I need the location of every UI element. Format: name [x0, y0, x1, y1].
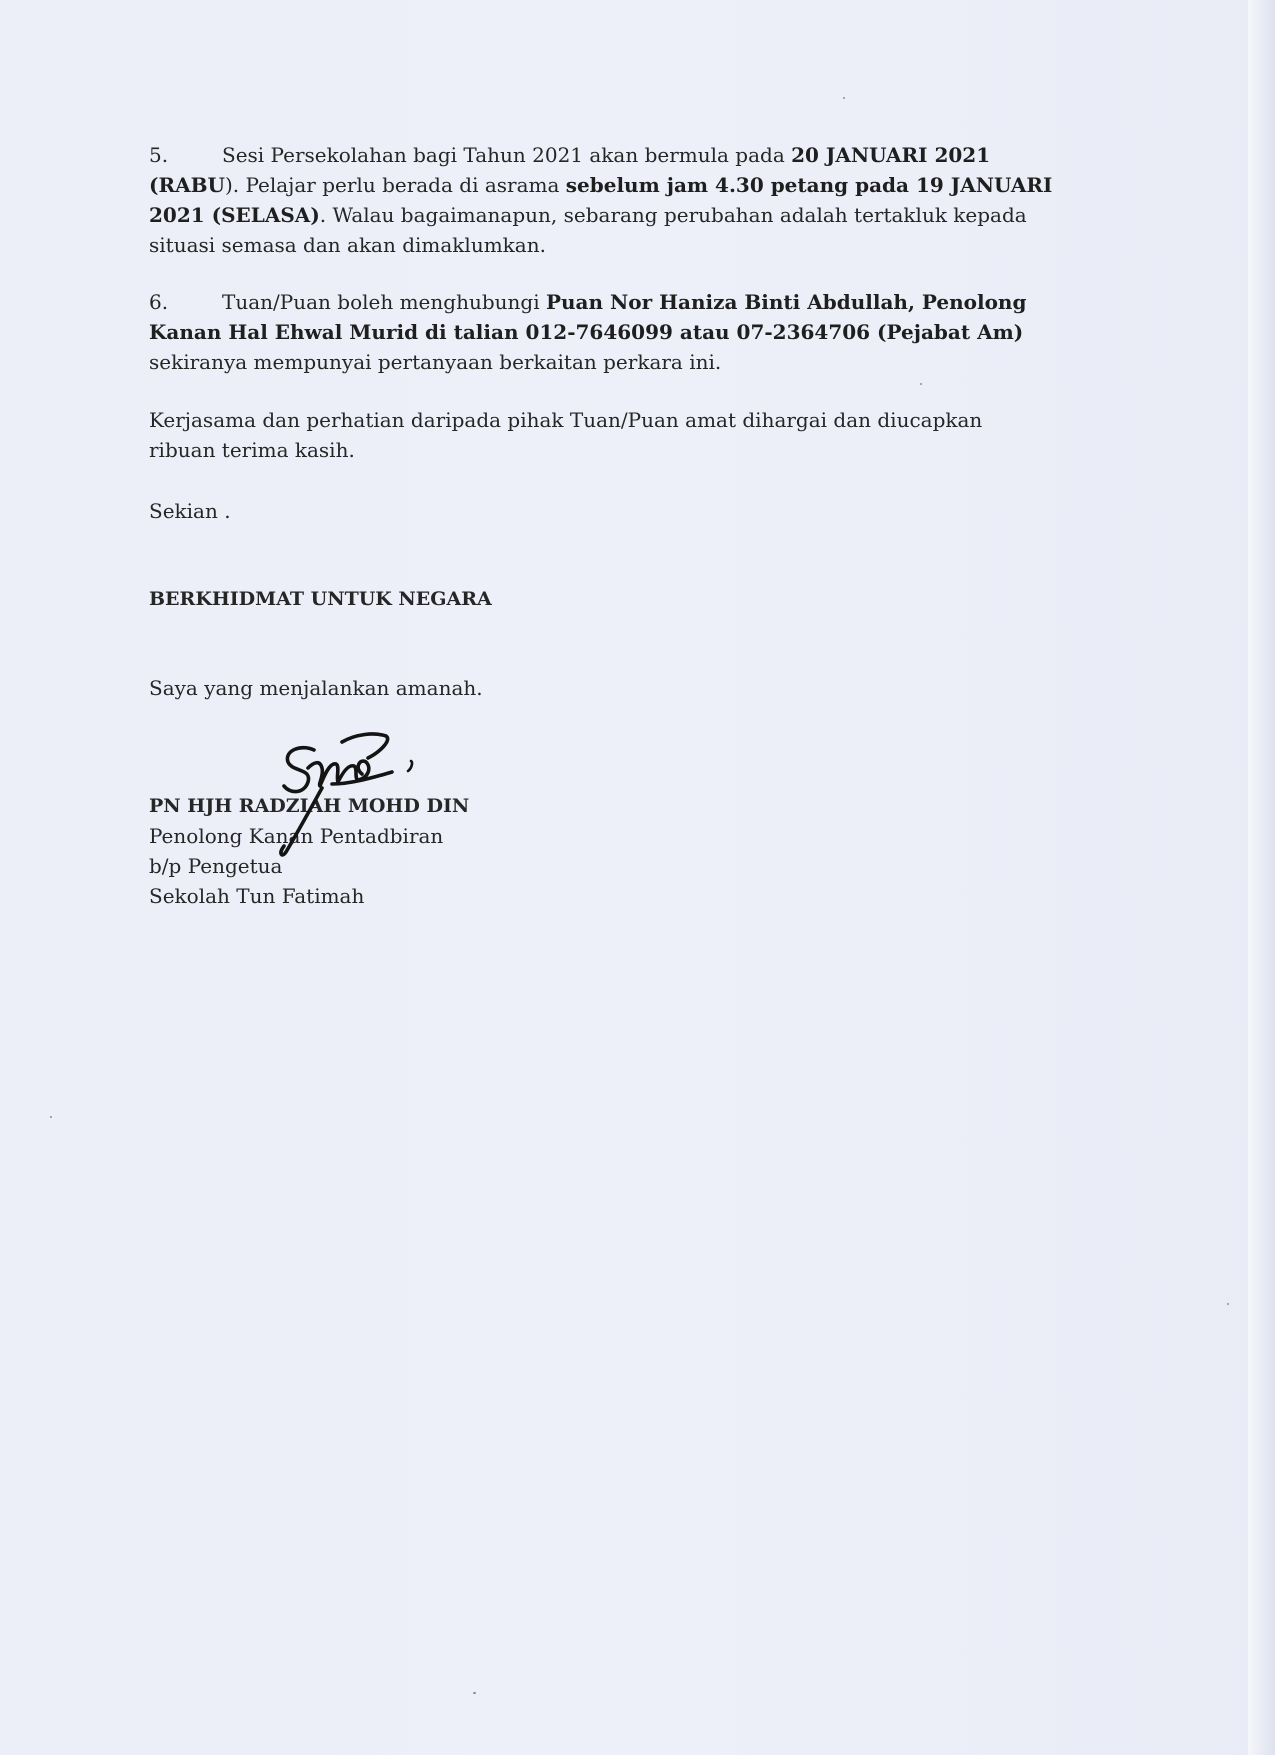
paragraph-5-line-4: situasi semasa dan akan dimaklumkan.: [149, 233, 546, 257]
paragraph-5-hostel-deadline: sebelum jam 4.30 petang pada 19 JANUARI: [565, 173, 1053, 197]
signatory-school: Sekolah Tun Fatimah: [149, 884, 365, 908]
sign-off: [149, 496, 1079, 526]
paragraph-5-hostel-deadline-date: 2021 (SELASA): [149, 203, 320, 227]
paragraph-6-line-1: [149, 287, 1079, 317]
paragraph-6-number: 6.: [149, 290, 169, 314]
paragraph-5-line-3-text: . Walau bagaimanapun, sebarang perubahan adalah tertakluk kepada: [319, 203, 1027, 227]
trust-statement: [149, 673, 1079, 703]
scan-speck: [843, 97, 845, 99]
motto: [149, 584, 1079, 614]
paragraph-5-line-3: [149, 200, 1079, 230]
paragraph-6-contact-name: Puan Nor Haniza Binti Abdullah, Penolong: [545, 290, 1027, 314]
scan-speck: [1227, 1303, 1229, 1305]
paragraph-6-line-3: sekiranya mempunyai pertanyaan berkaitan perkara ini.: [149, 350, 722, 374]
paragraph-6-contact-details: Kanan Hal Ehwal Murid di talian 012-7646099 atau 07-2364706 (Pejabat Am): [149, 320, 1024, 344]
motto-text: BERKHIDMAT UNTUK NEGARA: [149, 588, 492, 610]
paragraph-6-line-2: [149, 317, 1079, 347]
paragraph-5-start-day: (RABU: [149, 173, 225, 197]
scan-speck: [473, 1692, 476, 1694]
appreciation-paragraph: [149, 405, 1079, 465]
signatory-name: PN HJH RADZIAH MOHD DIN: [149, 795, 470, 817]
paragraph-5-line-1: [149, 140, 1079, 170]
paragraph-5-start-date: 20 JANUARI 2021: [791, 143, 991, 167]
appreciation-line-2: ribuan terima kasih.: [149, 438, 355, 462]
signatory-position: Penolong Kanan Pentadbiran: [149, 824, 444, 848]
paragraph-6-line-1-text: Tuan/Puan boleh menghubungi: [222, 290, 546, 314]
trust-statement-text: Saya yang menjalankan amanah.: [149, 676, 483, 700]
scan-speck: [50, 1116, 52, 1118]
scan-edge: [1248, 0, 1275, 1755]
signatory-on-behalf: b/p Pengetua: [149, 854, 283, 878]
paragraph-5-number: 5.: [149, 143, 169, 167]
appreciation-line-1: Kerjasama dan perhatian daripada pihak Tuan/Puan amat dihargai dan diucapkan: [149, 408, 983, 432]
sign-off-text: Sekian .: [149, 499, 231, 523]
paragraph-5-line-2-text: ). Pelajar perlu berada di asrama: [224, 173, 566, 197]
paragraph-5-line-2: [149, 170, 1079, 200]
scan-speck: [920, 383, 922, 385]
handwritten-signature: [262, 728, 437, 868]
paragraph-5-line-1-text: Sesi Persekolahan bagi Tahun 2021 akan bermula pada: [222, 143, 792, 167]
paragraph-6: [149, 287, 1079, 377]
paragraph-5: [149, 140, 1079, 260]
